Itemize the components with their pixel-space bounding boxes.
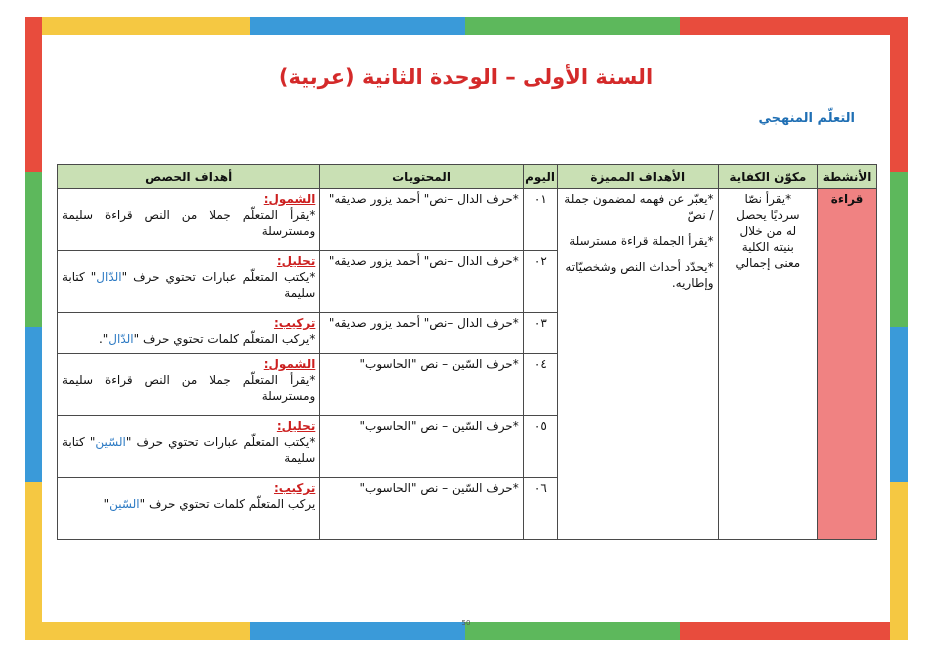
- column-header: أهداف الحصص: [58, 165, 320, 189]
- day-cell: ٠٤: [523, 354, 557, 416]
- competency-line: بنيته الكلية: [741, 240, 794, 254]
- goal-text-post: " كتابة سليمة: [62, 435, 316, 465]
- content-cell: *حرف الدال –نص" أحمد يزور صديقه": [320, 251, 523, 313]
- page-number: 50: [461, 619, 471, 627]
- frame-right-red: [890, 17, 908, 172]
- goal-cell: [58, 354, 320, 416]
- frame-top-green: [465, 17, 680, 35]
- objective-item: *يعبّر عن فهمه لمضمون جملة / نصّ: [564, 192, 714, 222]
- goal-text-post: ".: [98, 332, 109, 346]
- objective-item: *يحدّد أحداث النص وشخصيّاته وإطاريه.: [565, 260, 714, 290]
- objectives-cell: [557, 189, 718, 540]
- competency-line: معنى إجمالي: [735, 256, 801, 270]
- goal-cell: [58, 478, 320, 540]
- goal-cell: [58, 416, 320, 478]
- day-cell: ٠٥: [523, 416, 557, 478]
- goal-letter-highlight: السّين: [95, 435, 126, 449]
- frame-right-blue: [890, 327, 908, 482]
- frame-top-yellow: [25, 17, 250, 35]
- goal-text: *يقرأ المتعلّم جملا من النص قراءة سليمة ومسترسلة: [62, 208, 316, 238]
- content-cell: *حرف السّين – نص "الحاسوب": [320, 416, 523, 478]
- goal-letter-highlight: الدّال: [96, 270, 122, 284]
- objective-item: *يقرأ الجملة قراءة مسترسلة: [569, 234, 714, 248]
- day-cell: ٠٢: [523, 251, 557, 313]
- goal-text-post: ": [103, 497, 110, 511]
- goal-title: تركيب:: [273, 481, 316, 495]
- day-cell: ٠٣: [523, 313, 557, 354]
- lesson-plan-table: [57, 164, 877, 540]
- content-cell: *حرف السّين – نص "الحاسوب": [320, 354, 523, 416]
- column-header: مكوّن الكفاية: [718, 165, 818, 189]
- goal-title: الشمول:: [263, 357, 316, 371]
- goal-text-post: " كتابة سليمة: [62, 270, 316, 300]
- competency-line: سرديًا يحصل: [736, 208, 800, 222]
- goal-title: تحليل:: [276, 254, 316, 268]
- content-cell: *حرف الدال –نص" أحمد يزور صديقه": [320, 313, 523, 354]
- table-header-row: [58, 165, 877, 189]
- column-header: المحتويات: [320, 165, 523, 189]
- frame-top-red: [680, 17, 908, 35]
- goal-letter-highlight: الدّال: [108, 332, 134, 346]
- frame-right-green: [890, 172, 908, 327]
- column-header: اليوم: [523, 165, 557, 189]
- goal-text-pre: *يكتب المتعلّم عبارات تحتوي حرف ": [125, 435, 316, 449]
- goal-title: تحليل:: [276, 419, 316, 433]
- day-cell: ٠٦: [523, 478, 557, 540]
- goal-letter-highlight: السّين: [109, 497, 140, 511]
- column-header: الأنشطة: [818, 165, 877, 189]
- frame-left-green: [25, 172, 42, 327]
- competency-line: له من خلال: [739, 224, 797, 238]
- frame-left-yellow: [25, 482, 42, 640]
- goal-text-pre: *يركب المتعلّم كلمات تحتوي حرف ": [133, 332, 316, 346]
- competency-cell: [718, 189, 818, 540]
- goal-text-pre: *يكتب المتعلّم عبارات تحتوي حرف ": [121, 270, 316, 284]
- frame-left-blue: [25, 327, 42, 482]
- activity-cell: قراءة: [818, 189, 877, 540]
- goal-cell: [58, 189, 320, 251]
- content-cell: *حرف السّين – نص "الحاسوب": [320, 478, 523, 540]
- section-subtitle: التعلّم المنهجي: [758, 111, 855, 126]
- frame-left-red: [25, 17, 42, 172]
- page: [42, 35, 890, 627]
- goal-title: الشمول:: [263, 192, 316, 206]
- table-row: [58, 189, 877, 251]
- goal-cell: [58, 251, 320, 313]
- goal-text-pre: يركب المتعلّم كلمات تحتوي حرف ": [139, 497, 316, 511]
- goal-cell: [58, 313, 320, 354]
- goal-title: تركيب:: [273, 316, 316, 330]
- competency-line: *يقرأ نصّا: [744, 192, 792, 206]
- page-title: السنة الأولى – الوحدة الثانية (عربية): [278, 65, 654, 89]
- frame-top-blue: [250, 17, 465, 35]
- frame-right-yellow: [890, 482, 908, 640]
- day-cell: ٠١: [523, 189, 557, 251]
- column-header: الأهداف المميزة: [557, 165, 718, 189]
- content-cell: *حرف الدال –نص" أحمد يزور صديقه": [320, 189, 523, 251]
- goal-text: *يقرأ المتعلّم جملا من النص قراءة سليمة ومسترسلة: [62, 373, 316, 403]
